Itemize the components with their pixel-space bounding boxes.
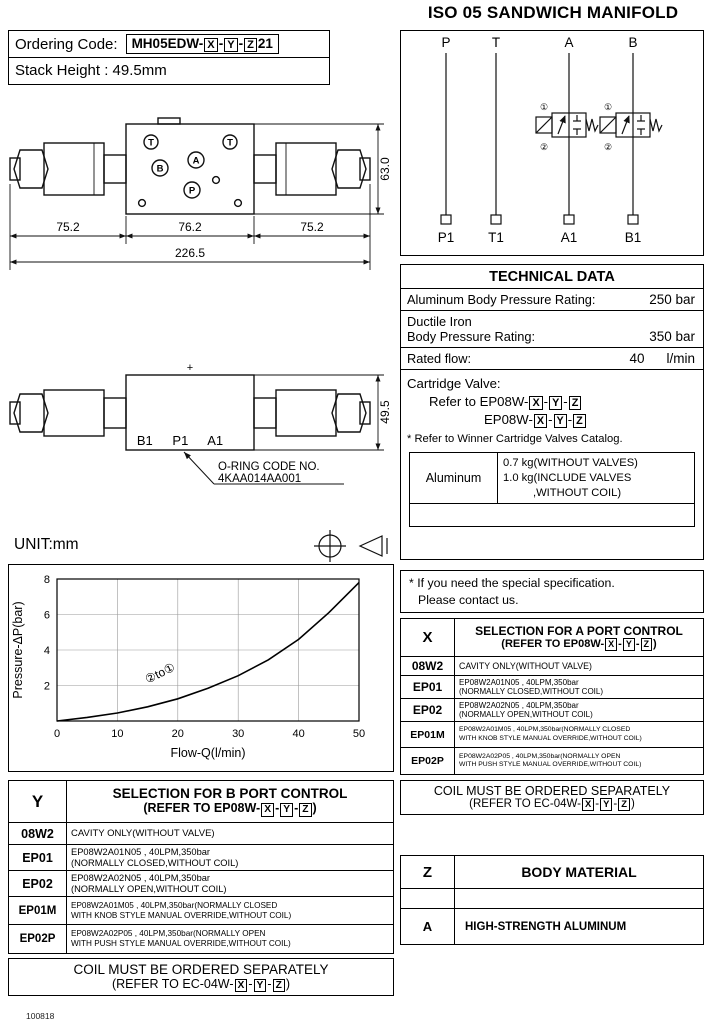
code-x-box: X	[204, 38, 217, 52]
weight-line3: ,WITHOUT COIL)	[533, 486, 622, 499]
weight-table	[409, 452, 695, 527]
cartridge-ref-1	[429, 393, 697, 411]
y-table-title-line1: SELECTION FOR B PORT CONTROL	[112, 786, 348, 802]
projection-angle-icon	[360, 536, 387, 556]
cartridge-valve-label: Cartridge Valve:	[407, 376, 501, 391]
pressure-rating-aluminum-value: 250 bar	[649, 292, 695, 307]
weight-line1: 0.7 kg(WITHOUT VALVES)	[503, 457, 638, 470]
coil-note-line2	[403, 798, 701, 811]
special-note-line2: Please contact us.	[418, 592, 519, 607]
oring-code-label: O-RING CODE NO.	[218, 461, 320, 473]
x-table-header	[401, 619, 703, 657]
oring-callout	[184, 452, 344, 485]
description-line2: (NORMALLY OPEN,WITHOUT COIL)	[71, 883, 227, 894]
code-z-box: Z	[244, 38, 257, 52]
table-row	[9, 897, 393, 925]
code-separator: -	[563, 393, 568, 409]
cartridge-valve-symbol-a	[536, 102, 598, 152]
port-t-left-label: T	[148, 137, 154, 149]
pressure-rating-iron-row	[401, 311, 703, 348]
catalog-note: * Refer to Winner Cartridge Valves Catalog.	[407, 433, 623, 446]
schematic-port-p1-label: P1	[437, 230, 455, 245]
stack-height-label: Stack Height : 49.5mm	[15, 62, 167, 80]
code-separator: -	[618, 638, 622, 651]
option-code: EP02P	[9, 925, 67, 953]
description-line1: EP08W2A01N05 , 40LPM,350bar	[71, 846, 211, 857]
material-value: HIGH-STRENGTH ALUMINUM	[455, 908, 703, 944]
x-table-title	[455, 619, 703, 656]
side-port-labels: B1 P1 A1	[136, 433, 224, 448]
y-table-title-line2	[143, 801, 316, 816]
special-note-line1: * If you need the special specification.	[409, 576, 615, 590]
description-line1: EP08W2A01N05 , 40LPM,350bar	[459, 677, 579, 687]
dim-75-2-right: 75.2	[300, 220, 324, 234]
table-row	[9, 845, 393, 871]
port-a-label: A	[192, 155, 200, 167]
code-z-box: Z	[641, 638, 653, 650]
ref-prefix: (REFER TO EC-04W-	[469, 798, 581, 810]
x-selection-table	[400, 618, 704, 775]
front-view-drawing	[8, 84, 398, 292]
schematic-port-t1-label: T1	[488, 230, 504, 245]
description-line1: EP08W2A02P05 , 40LPM,350bar(NORMALLY OPEN	[459, 752, 621, 760]
option-description	[455, 657, 703, 675]
port-p-label: P	[188, 185, 196, 197]
dim-49-5: 49.5	[378, 400, 392, 424]
ordering-code-row	[9, 31, 329, 58]
coil-note-line1: COIL MUST BE ORDERED SEPARATELY	[73, 962, 329, 977]
description-line2: (NORMALLY CLOSED,WITHOUT COIL)	[459, 687, 604, 696]
description-line2: (NORMALLY CLOSED,WITHOUT COIL)	[71, 857, 239, 868]
pressure-rating-aluminum-row	[401, 289, 703, 311]
ordering-code-value	[126, 34, 279, 54]
svg-text:20: 20	[171, 728, 184, 740]
ref-suffix: )	[653, 638, 657, 651]
x-table-title-line2	[501, 638, 656, 650]
port-t-right-label: T	[227, 137, 233, 149]
description-line2: WITH KNOB STYLE MANUAL OVERRIDE,WITHOUT COIL)	[459, 734, 642, 742]
pressure-rating-iron-label	[407, 314, 535, 344]
option-code: 08W2	[401, 657, 455, 675]
code-separator: -	[248, 977, 253, 991]
svg-text:40: 40	[292, 728, 305, 740]
dim-63-0: 63.0	[378, 157, 392, 181]
ref-prefix: EP08W-	[484, 411, 533, 427]
ref-prefix: (REFER TO EP08W-	[143, 801, 261, 816]
description-line1: EP08W2A01M05 , 40LPM,350bar(NORMALLY CLOSED	[459, 726, 631, 734]
code-separator: -	[548, 411, 553, 427]
ref-suffix: )	[631, 798, 635, 810]
valve-assembly-front	[10, 118, 370, 214]
technical-data-box	[400, 264, 704, 560]
z-spacer	[401, 889, 455, 908]
code-x-box: X	[582, 798, 594, 811]
option-description	[67, 823, 393, 844]
svg-text:Flow-Q(l/min): Flow-Q(l/min)	[170, 746, 246, 760]
svg-text:4: 4	[43, 645, 50, 657]
code-y-box: Y	[554, 414, 567, 428]
code-x-box: X	[529, 396, 542, 410]
y-table-code: Y	[9, 781, 67, 822]
technical-data-title: TECHNICAL DATA	[401, 265, 703, 289]
dim-226-5: 226.5	[174, 246, 206, 260]
option-description	[67, 871, 393, 896]
valve-a-port1-label: ①	[539, 102, 549, 112]
code-separator: -	[275, 801, 280, 816]
coil-note-line1: COIL MUST BE ORDERED SEPARATELY	[433, 784, 671, 798]
code-separator: -	[595, 798, 600, 810]
description-line1: EP08W2A02P05 , 40LPM,350bar(NORMALLY OPEN	[71, 929, 266, 939]
code-y-box: Y	[224, 38, 237, 52]
description-line1: CAVITY ONLY(WITHOUT VALVE)	[459, 660, 592, 671]
rated-flow-label: Rated flow:	[407, 351, 472, 366]
schematic-port-a-label: A	[564, 35, 574, 50]
ref-prefix: Refer to EP08W-	[429, 393, 529, 409]
weight-empty-row	[410, 504, 694, 526]
side-view-dimensions	[254, 375, 392, 450]
code-prefix: MH05EDW-	[131, 36, 204, 51]
datum-target-icon	[314, 530, 346, 562]
weight-line2: 1.0 kg(INCLUDE VALVES	[503, 472, 632, 484]
weight-material-cell: Aluminum	[410, 453, 498, 503]
code-z-box: Z	[618, 798, 630, 811]
z-spacer	[455, 889, 703, 908]
code-separator: -	[238, 36, 244, 51]
code-separator: -	[567, 411, 573, 427]
valve-a-port2-label: ②	[539, 142, 549, 152]
description-line1: EP08W2A01M05 , 40LPM,350bar(NORMALLY CLOSED	[71, 900, 278, 910]
description-line2: (NORMALLY OPEN,WITHOUT COIL)	[459, 710, 593, 719]
x-coil-note-box	[400, 780, 704, 815]
rated-flow-row	[401, 348, 703, 370]
code-x-box: X	[605, 638, 617, 650]
dim-76-2: 76.2	[178, 220, 202, 234]
code-y-box: Y	[600, 798, 612, 811]
x-table-code: X	[401, 619, 455, 656]
code-separator: -	[218, 36, 224, 51]
svg-text:0: 0	[53, 728, 61, 740]
cartridge-valve-section	[401, 370, 703, 430]
oring-code-value: 4KAA014AA001	[218, 473, 302, 485]
option-description	[455, 722, 703, 747]
code-x-box: X	[235, 979, 248, 992]
svg-text:50: 50	[352, 728, 366, 740]
code-z-box: Z	[573, 414, 586, 428]
svg-text:30: 30	[232, 728, 245, 740]
pressure-rating-aluminum-label: Aluminum Body Pressure Rating:	[407, 292, 596, 307]
schematic-port-b1-label: B1	[624, 230, 642, 245]
pressure-flow-chart-box	[8, 564, 394, 772]
svg-text:6: 6	[43, 609, 50, 622]
option-code: EP02	[401, 699, 455, 721]
projection-symbols	[310, 526, 394, 566]
code-separator: -	[267, 977, 272, 991]
table-row	[9, 871, 393, 897]
ordering-code-box	[8, 30, 330, 85]
code-y-box: Y	[623, 638, 635, 650]
z-body-material-table	[400, 855, 704, 945]
schematic-port-b-label: B	[628, 35, 638, 50]
unit-label: UNIT:mm	[14, 536, 79, 553]
ref-suffix: )	[312, 801, 317, 816]
hydraulic-schematic	[401, 31, 701, 253]
table-row	[401, 748, 703, 774]
option-description	[67, 925, 393, 953]
dim-75-2-left: 75.2	[56, 220, 80, 234]
z-table-title: BODY MATERIAL	[455, 856, 703, 889]
pressure-rating-iron-value: 350 bar	[649, 329, 695, 344]
description-line1: EP08W2A02N05 , 40LPM,350bar	[71, 872, 211, 883]
code-z-box: Z	[273, 979, 285, 992]
port-b-label: B	[156, 163, 164, 175]
rated-flow-unit: l/min	[666, 351, 695, 366]
code-y-box: Y	[254, 979, 267, 992]
y-coil-note-box	[8, 958, 394, 996]
option-description	[455, 699, 703, 721]
valve-b-port2-label: ②	[603, 142, 613, 152]
code-x-box: X	[261, 803, 274, 816]
table-row	[9, 823, 393, 845]
code-z-box: Z	[569, 396, 582, 410]
x-table-title-line1: SELECTION FOR A PORT CONTROL	[475, 624, 683, 639]
schematic-port-t-label: T	[491, 35, 501, 50]
description-line1: EP08W2A02N05 , 40LPM,350bar	[459, 700, 579, 710]
table-row	[401, 722, 703, 748]
description-line1: CAVITY ONLY(WITHOUT VALVE)	[71, 827, 215, 839]
svg-text:8: 8	[43, 574, 50, 586]
option-code: EP01	[401, 676, 455, 698]
option-code: EP02	[9, 871, 67, 896]
y-table-title	[67, 781, 393, 822]
ref-prefix: (REFER TO EC-04W-	[111, 977, 234, 991]
material-code: A	[401, 908, 455, 944]
rated-flow-number: 40	[629, 351, 645, 366]
footer-revision: 100818	[26, 1011, 55, 1021]
table-row	[401, 699, 703, 722]
description-line2: WITH KNOB STYLE MANUAL OVERRIDE,WITHOUT COIL)	[71, 910, 292, 920]
y-table-header	[9, 781, 393, 823]
cartridge-ref-2	[484, 411, 697, 429]
description-line2: WITH PUSH STYLE MANUAL OVERRIDE,WITHOUT COIL)	[71, 939, 291, 948]
rated-flow-value	[629, 351, 695, 366]
hydraulic-schematic-box	[400, 30, 704, 256]
option-description	[455, 676, 703, 698]
schematic-port-p-label: P	[441, 35, 451, 50]
option-code: EP01M	[401, 722, 455, 747]
ordering-code-label: Ordering Code:	[15, 35, 118, 53]
z-table-code: Z	[401, 856, 455, 889]
code-separator: -	[613, 798, 618, 810]
svg-text:Pressure-ΔP(bar): Pressure-ΔP(bar)	[11, 601, 25, 699]
iron-label-line2: Body Pressure Rating:	[407, 329, 536, 344]
code-suffix: 21	[257, 36, 273, 51]
table-row	[9, 925, 393, 953]
pressure-flow-chart	[9, 565, 391, 769]
option-description	[67, 897, 393, 924]
code-separator: -	[635, 638, 640, 651]
table-row	[401, 657, 703, 676]
special-note-box	[400, 570, 704, 613]
coil-note-line2	[11, 977, 391, 992]
option-description	[455, 748, 703, 774]
option-code: EP01	[9, 845, 67, 870]
iron-label-line1: Ductile Iron	[407, 314, 472, 329]
option-code: EP01M	[9, 897, 67, 924]
svg-text:②to①: ②to①	[142, 660, 178, 687]
valve-b-port1-label: ①	[603, 102, 613, 112]
ref-suffix: )	[285, 977, 290, 991]
cartridge-valve-symbol-b	[600, 102, 662, 152]
code-x-box: X	[534, 414, 547, 428]
y-selection-table	[8, 780, 394, 954]
code-y-box: Y	[549, 396, 562, 410]
code-y-box: Y	[280, 803, 293, 816]
ref-prefix: (REFER TO EP08W-	[501, 638, 605, 651]
code-separator: -	[543, 393, 549, 409]
schematic-port-a1-label: A1	[560, 230, 578, 245]
weight-row	[410, 453, 694, 504]
code-separator: -	[294, 801, 299, 816]
description-line2: WITH PUSH STYLE MANUAL OVERRIDE,WITHOUT COIL)	[459, 761, 642, 768]
front-view-dimensions	[10, 124, 392, 270]
option-description	[67, 845, 393, 870]
option-code: EP02P	[401, 748, 455, 774]
table-row	[401, 676, 703, 699]
svg-text:2: 2	[43, 680, 50, 693]
code-z-box: Z	[299, 803, 311, 816]
option-code: 08W2	[9, 823, 67, 844]
weight-value-cell	[498, 453, 694, 503]
page-title: ISO 05 SANDWICH MANIFOLD	[427, 3, 679, 22]
side-view-drawing	[8, 350, 398, 502]
svg-text:10: 10	[111, 728, 124, 740]
orientation-plus-mark: +	[186, 362, 194, 374]
